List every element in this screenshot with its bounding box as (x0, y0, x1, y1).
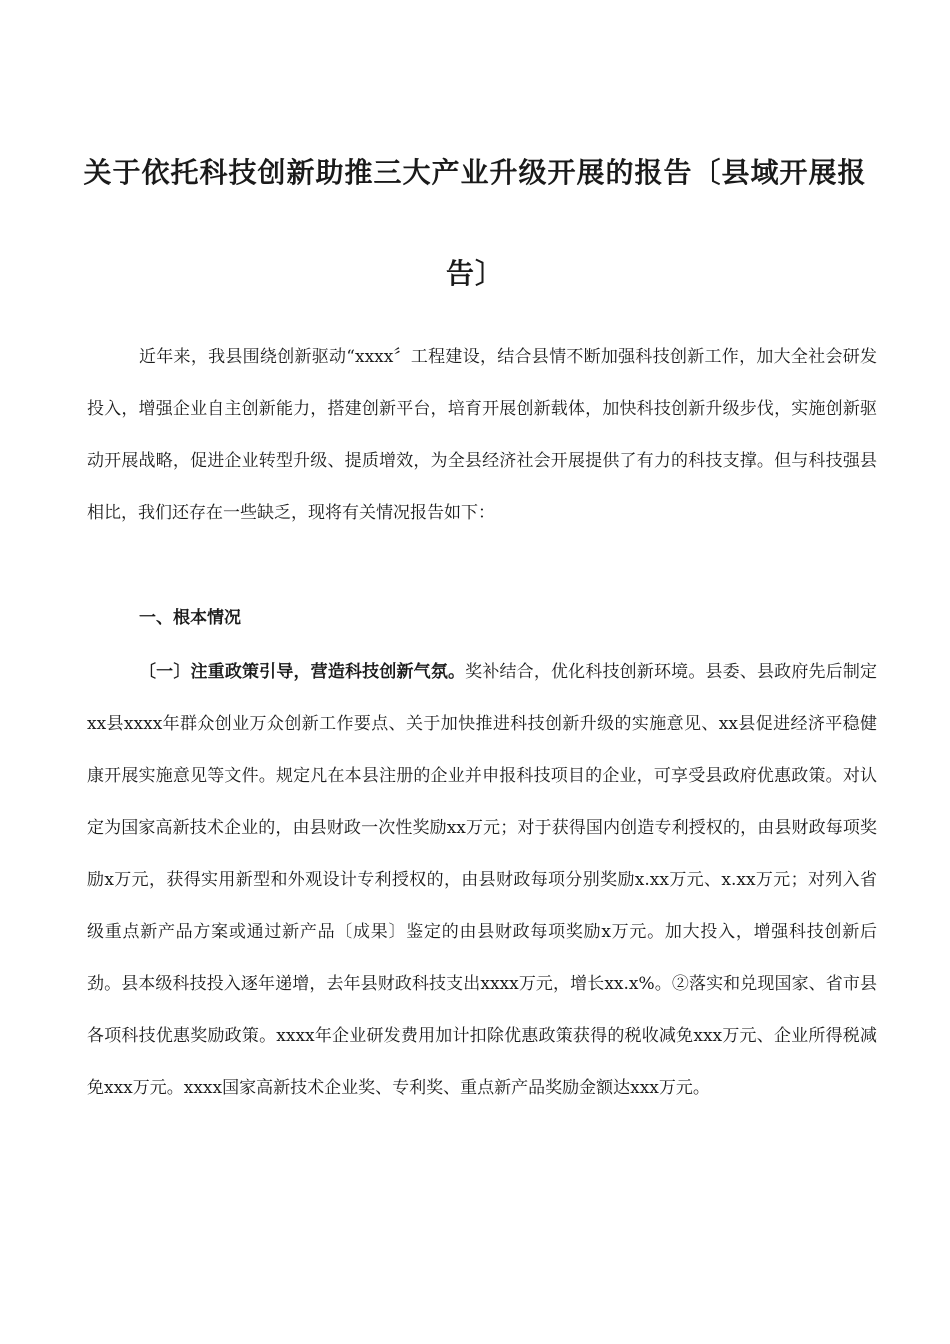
document-title-line-2: 告〕 (445, 257, 504, 290)
subsection-body: 奖补结合，优化科技创新环境。县委、县政府先后制定xx县xxxx年群众创业万众创新工作要点、关于加快推进科技创新升级的实施意见、xx县促进经济平稳健康开展实施意见等文件。规定凡在本县注册的企业并申报科技项目的企业，可享受县政府优惠政策。对认定为国家高新技术企业的，由县财政一次性奖励xx万元；对于获得国内创造专利授权的，由县财政每项奖励x万元，获得实用新型和外观设计专利授权的，由县财政每项分别奖励x.xx万元、x.xx万元；对列入省级重点新产品方案或通过新产品〔成果〕鉴定的由县财政每项奖励x万元。加大投入，增强科技创新后劲。县本级科技投入逐年递增，去年县财政科技支出xxxx万元，增长xx.x%。②落实和兑现国家、省市县各项科技优惠奖励政策。xxxx年企业研发费用加计扣除优惠政策获得的税收减免xxx万元、企业所得税减免xxx万元。xxxx国家高新技术企业奖、专利奖、重点新产品奖励金额达xxx万元。 (87, 662, 878, 1098)
section-heading: 一、根本情况 (139, 608, 241, 628)
document-title-line-1: 关于依托科技创新助推三大产业升级开展的报告〔县域开展报 (83, 156, 867, 189)
subsection-paragraph (87, 646, 877, 1114)
subsection-lead: 〔一〕注重政策引导，营造科技创新气氛。 (139, 662, 466, 682)
intro-paragraph: 近年来，我县围绕创新驱动“xxxx〞工程建设，结合县情不断加强科技创新工作，加大全社会研发投入，增强企业自主创新能力，搭建创新平台，培育开展创新载体，加快科技创新升级步伐，实施创新驱动开展战略，促进企业转型升级、提质增效，为全县经济社会开展提供了有力的科技支撑。但与科技强县相比，我们还存在一些缺乏，现将有关情况报告如下： (87, 347, 877, 523)
